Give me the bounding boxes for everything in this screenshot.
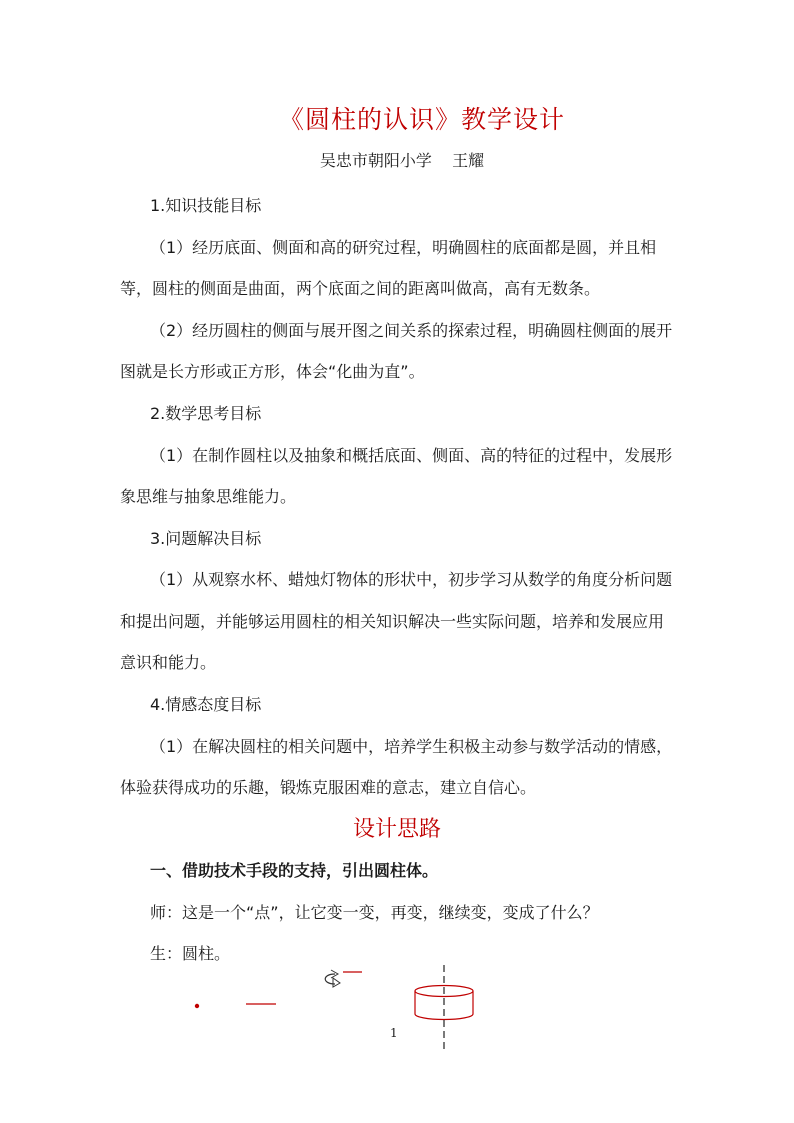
paragraph-line: 和提出问题，并能够运用圆柱的相关知识解决一些实际问题，培养和发展应用	[120, 612, 665, 631]
section-heading-thinking: 2.数学思考目标	[150, 404, 262, 423]
section-heading-knowledge: 1.知识技能目标	[150, 196, 262, 215]
paragraph-line: 体验获得成功的乐趣，锻炼克服困难的意志，建立自信心。	[120, 778, 537, 797]
paragraph-line: 象思维与抽象思维能力。	[120, 487, 297, 506]
design-subheading: 一、借助技术手段的支持，引出圆柱体。	[150, 861, 439, 880]
paragraph-line: 等，圆柱的侧面是曲面，两个底面之间的距离叫做高，高有无数条。	[120, 279, 601, 298]
cylinder-shape	[415, 986, 473, 1020]
point-dot	[195, 1004, 199, 1008]
paragraph-line: （1）从观察水杯、蜡烛灯物体的形状中，初步学习从数学的角度分析问题	[150, 570, 673, 589]
paragraph-line: （2）经历圆柱的侧面与展开图之间关系的探索过程，明确圆柱侧面的展开	[150, 321, 673, 340]
page-number: 1	[390, 1026, 398, 1040]
section-heading-problem-solving: 3.问题解决目标	[150, 529, 262, 548]
rotation-arrow-icon	[325, 970, 340, 987]
student-line: 生：圆柱。	[150, 944, 231, 963]
paragraph-line: 意识和能力。	[120, 653, 217, 672]
paragraph-line: 图就是长方形或正方形，体会“化曲为直”。	[120, 362, 425, 381]
section-heading-attitude: 4.情感态度目标	[150, 695, 262, 714]
paragraph-line: （1）在制作圆柱以及抽象和概括底面、侧面、高的特征的过程中，发展形	[150, 446, 673, 465]
paragraph-line: （1）经历底面、侧面和高的研究过程，明确圆柱的底面都是圆，并且相	[150, 238, 657, 257]
author-line: 吴忠市朝阳小学 王耀	[319, 151, 485, 170]
design-heading: 设计思路	[352, 817, 441, 842]
paragraph-line: （1）在解决圆柱的相关问题中，培养学生积极主动参与数学活动的情感，	[150, 737, 673, 756]
page-title: 《圆柱的认识》教学设计	[278, 105, 565, 134]
teacher-line: 师：这是一个“点”，让它变一变，再变，继续变，变成了什么？	[150, 903, 599, 922]
